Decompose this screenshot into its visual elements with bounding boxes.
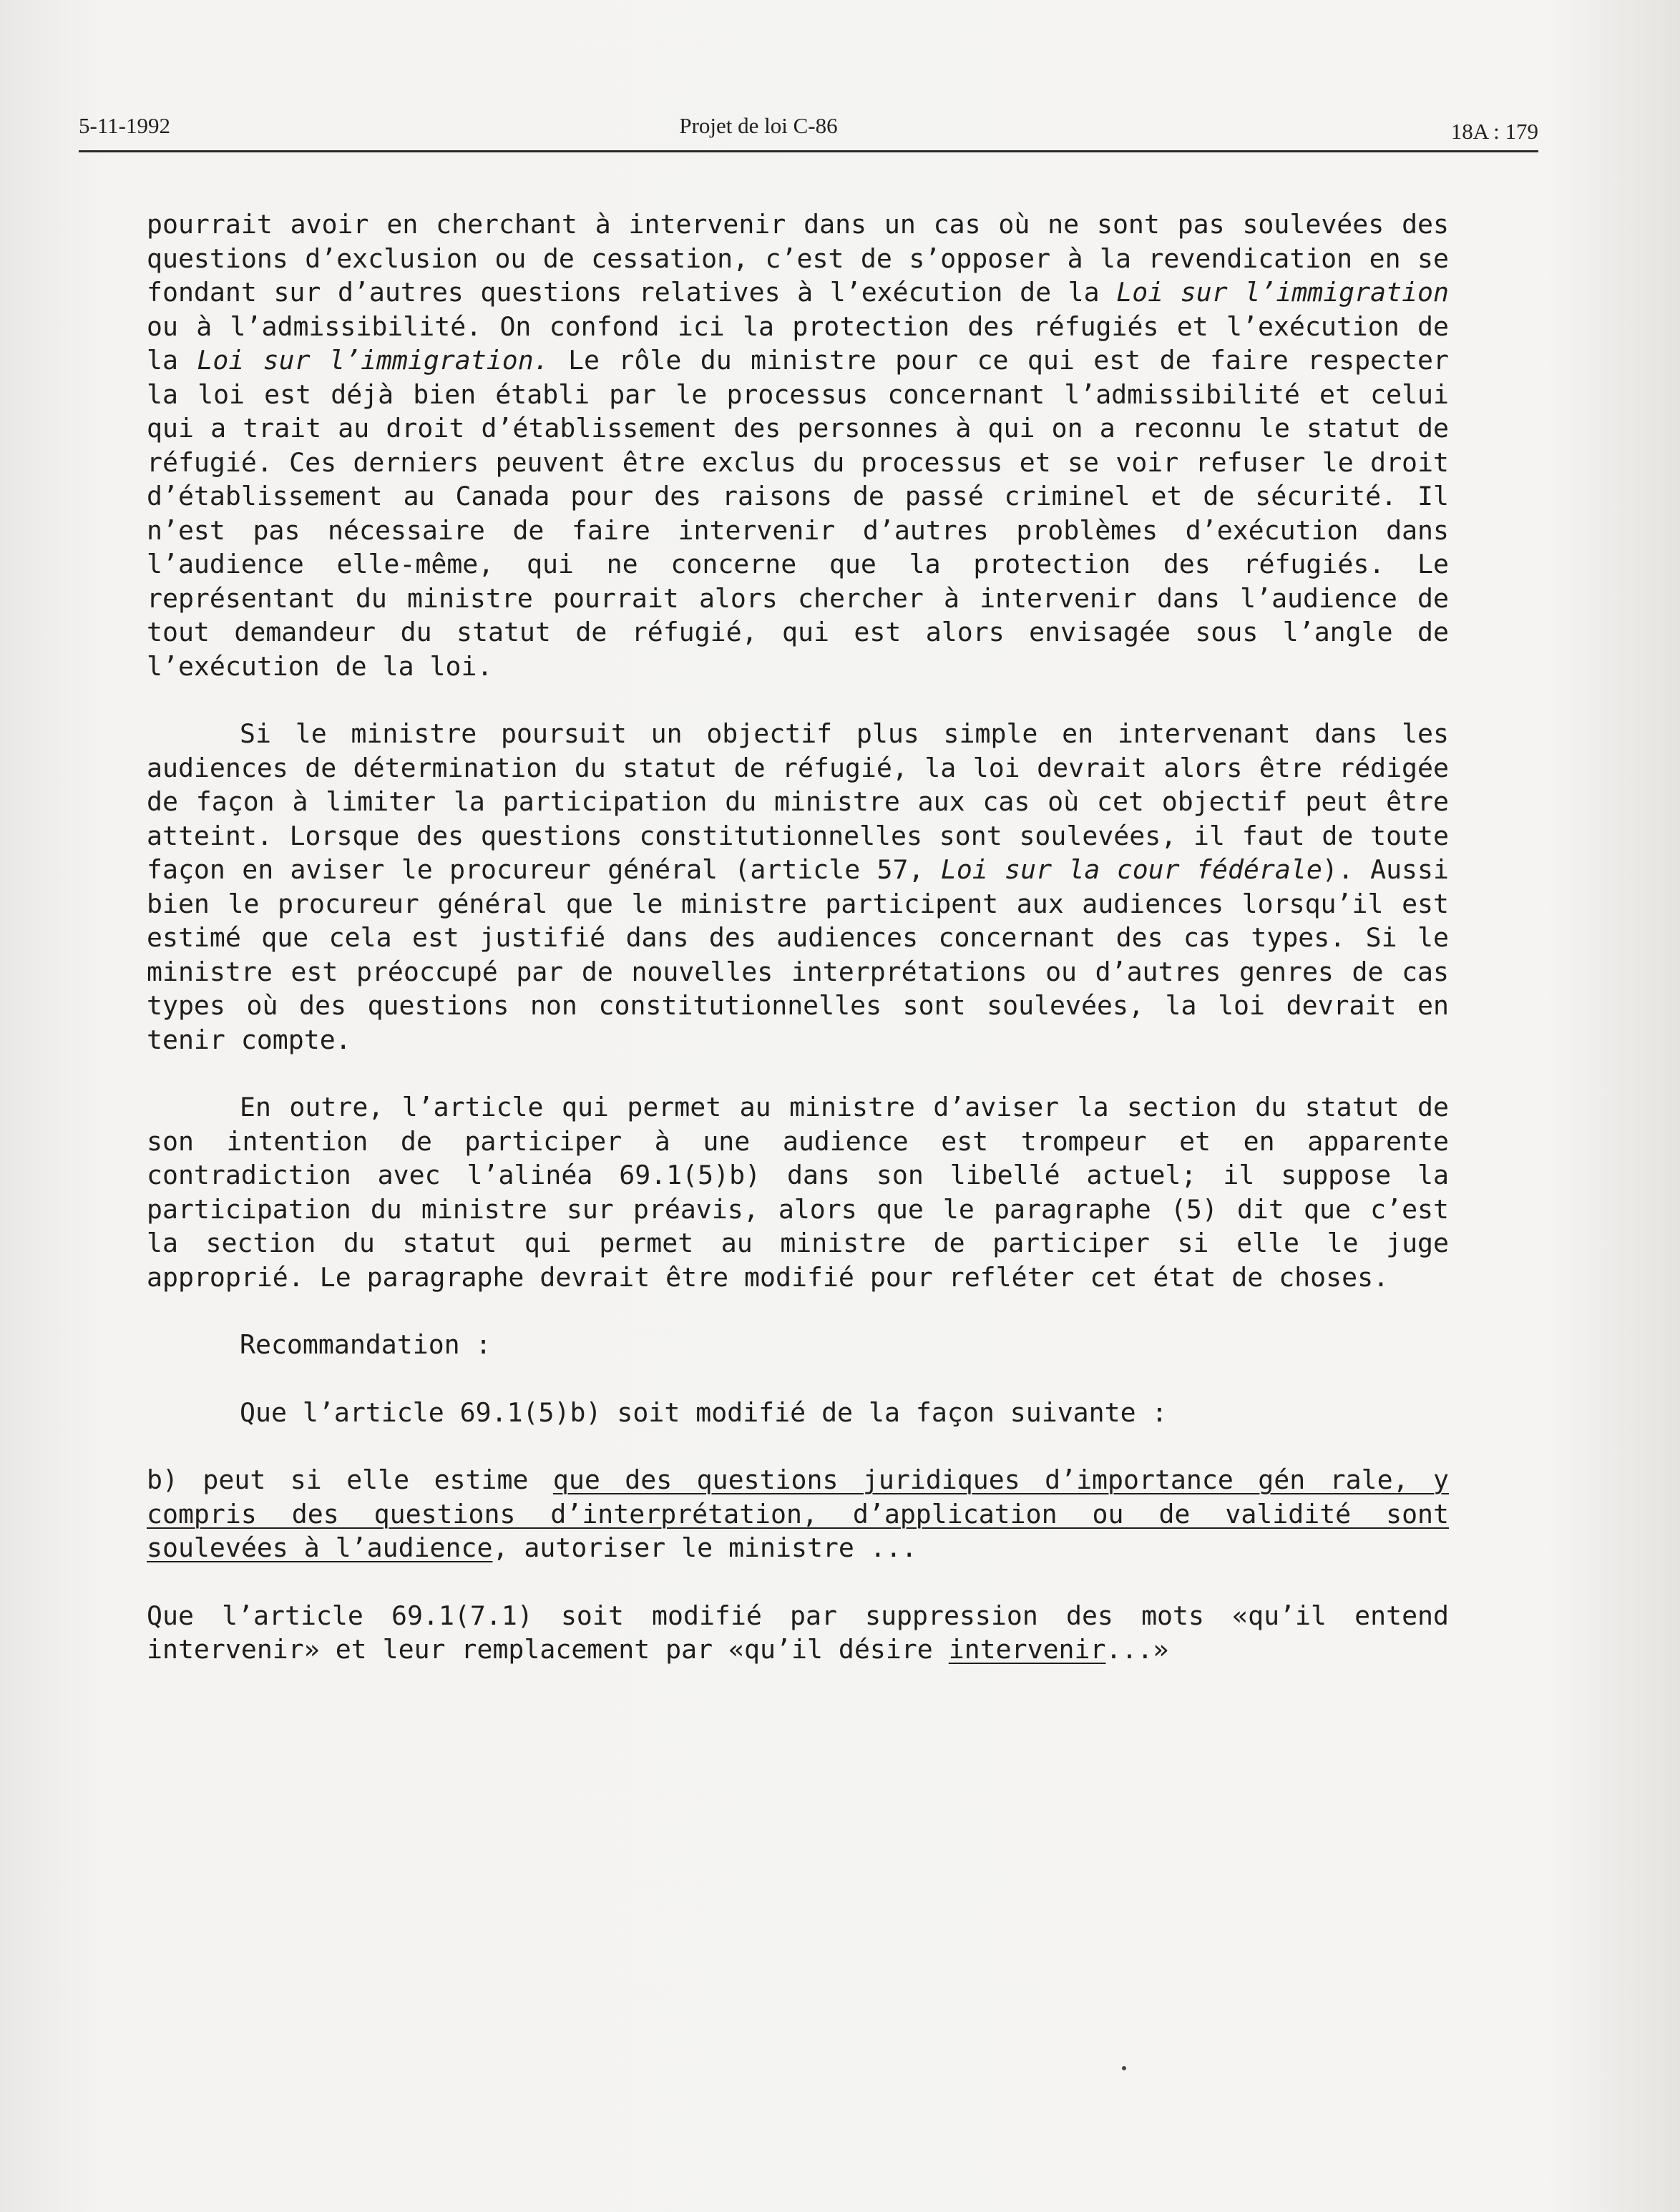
italic-law-title: Loi sur l’immigration <box>1116 277 1449 308</box>
recommendation-title: Recommandation : <box>240 1329 492 1360</box>
page-mark <box>1122 2066 1126 2070</box>
recommendation-1: Que l’article 69.1(5)b) soit modifié de la façon suivante : <box>240 1396 1168 1428</box>
page-header <box>79 113 1538 156</box>
italic-law-title: Loi sur la cour fédérale <box>940 854 1322 885</box>
text-run: ...» <box>1105 1634 1169 1665</box>
text-run: ). Aussi bien le procureur général que le ministre participent aux audiences lorsqu’il est estimé que cela est justifié dans des audiences concernant des cas types. Si le ministre est préoccupé par de nouvelles interprétations ou d’autres genres de cas types où des questions non constitutionnelles sont soulevées, la loi devrait en tenir compte. <box>147 854 1449 1055</box>
recommendation-2 <box>147 1599 1449 1667</box>
header-page-number: 18A : 179 <box>1450 119 1538 144</box>
text-run: Le rôle du ministre pour ce qui est de faire respecter la loi est déjà bien établi par le processus concernant l’admissibilité et celui qui a trait au droit d’établissement des personnes à qui on a reconnu le statut de réfugié. Ces derniers peuvent être exclus du processus et se voir refuser le droit d’établissement au Canada pour des raisons de passé criminel et de sécurité. Il n’est pas nécessaire de faire intervenir d’autres problèmes d’exécution dans l’audience elle-même, qui ne concerne que la protection des réfugiés. Le représentant du ministre pourrait alors chercher à intervenir dans l’audience de tout demandeur du statut de réfugié, qui est alors envisagée sous l’angle de l’exécution de la loi. <box>147 345 1449 682</box>
text-run: Si le ministre poursuit un objectif plus simple en intervenant dans les audiences de détermination du statut de réfugié, la loi devrait alors être rédigée de façon à limiter la participation du ministre aux cas où cet objectif peut être atteint. Lorsque des questions constitutionnelles sont soulevées, il faut de toute façon en aviser le procureur général (article 57, <box>147 718 1449 885</box>
text-run: Que l’article 69.1(7.1) soit modifié par suppression des mots «qu’il entend intervenir» et leur remplacement par «qu’il désire <box>147 1600 1449 1665</box>
underlined-text: intervenir <box>948 1634 1106 1665</box>
underlined-text: que des questions juridiques d’importance gén rale, y compris des questions d’interprétation, d’application ou de validité sont soulevées à l’audience <box>147 1464 1450 1563</box>
paragraph-1 <box>147 207 1449 683</box>
text-run: b) peut si elle estime <box>147 1464 553 1495</box>
document-body <box>147 207 1449 1667</box>
header-title: Projet de loi C-86 <box>679 113 838 138</box>
paragraph-2 <box>147 717 1449 1057</box>
paragraph-3: En outre, l’article qui permet au ministre d’aviser la section du statut de son intention de participer à une audience est trompeur et en apparente contradiction avec l’alinéa 69.1(5)b) dans son libellé actuel; il suppose la participation du ministre sur préavis, alors que le paragraphe (5) dit que c’est la section du statut qui permet au ministre de participer si elle le juge approprié. Le paragraphe devrait être modifié pour refléter cet état de choses. <box>147 1092 1449 1293</box>
italic-law-title: Loi sur l’immigration. <box>197 345 550 376</box>
text-run: , autoriser le ministre ... <box>492 1532 917 1563</box>
text-run: ou à l’admissibilité. On confond ici la protection des réfugiés et l’exécution de la <box>147 310 1449 376</box>
recommendation-amendment <box>147 1463 1449 1565</box>
header-rule <box>79 150 1538 152</box>
text-run: pourrait avoir en cherchant à intervenir dans un cas où ne sont pas soulevées des questions d’exclusion ou de cessation, c’est de s’opposer à la revendication en se fondant sur d’autres questions relatives à l’exécution de la <box>147 209 1449 308</box>
header-date: 5-11-1992 <box>79 113 170 138</box>
